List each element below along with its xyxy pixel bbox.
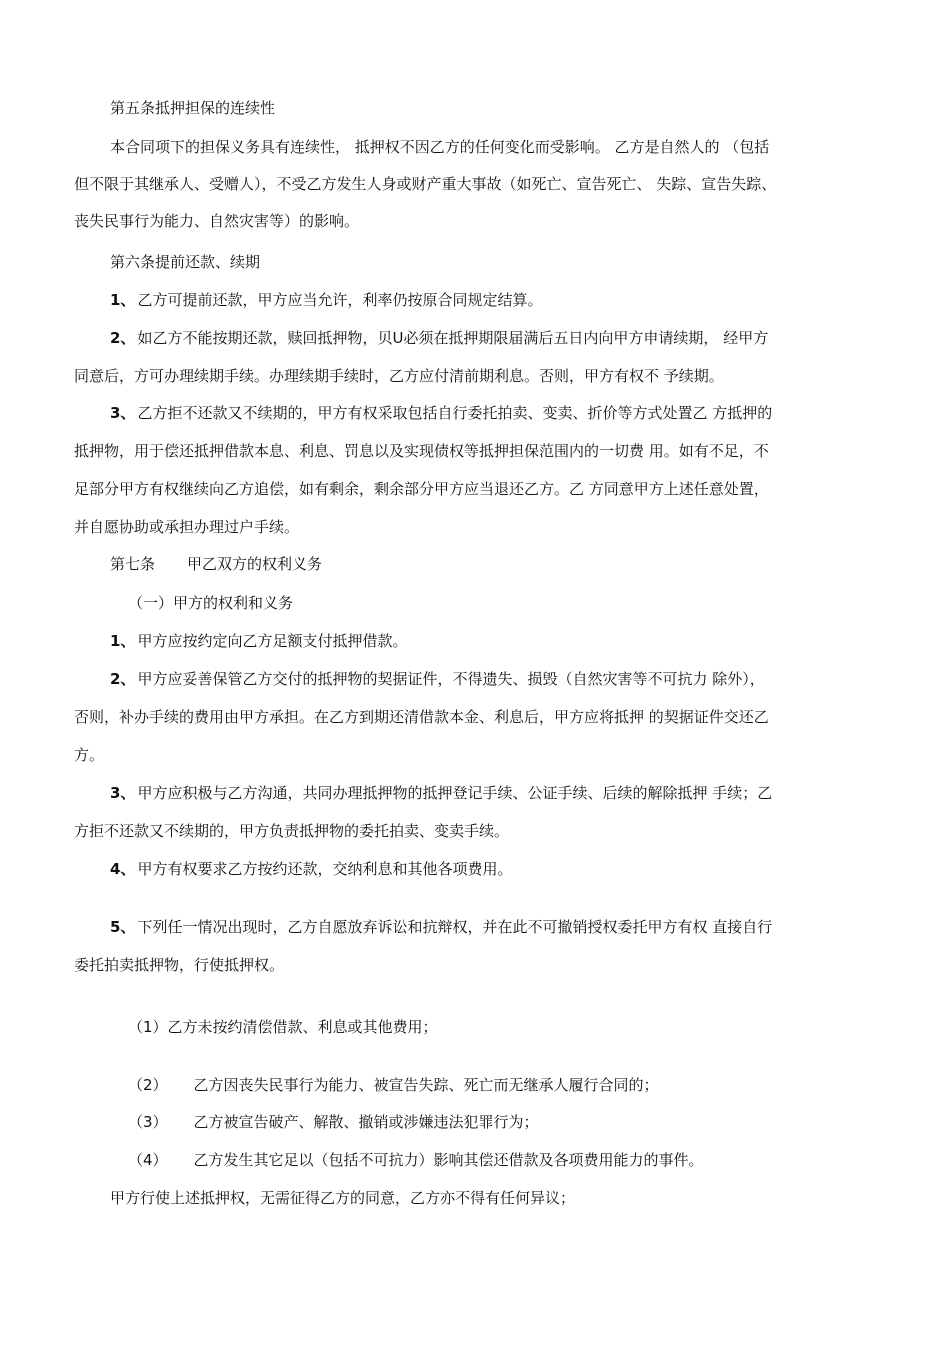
item-number: 2、 bbox=[110, 329, 136, 347]
section6-item-3 bbox=[74, 394, 874, 546]
item-number: 4、 bbox=[110, 860, 136, 878]
item-text: 方。 bbox=[74, 746, 105, 764]
case-number: （1） bbox=[128, 1018, 168, 1036]
item-text: 否则，补办手续的费用由甲方承担。在乙方到期还清借款本金、利息后，甲方应将抵押 的契据证件交还乙 bbox=[74, 708, 769, 726]
item-text: 乙方可提前还款，甲方应当允许，利率仍按原合同规定结算。 bbox=[137, 291, 543, 309]
case-text: 乙方被宣告破产、解散、撤销或涉嫌违法犯罪行为； bbox=[193, 1113, 539, 1131]
case-text: 乙方未按约清偿借款、利息或其他费用； bbox=[167, 1018, 438, 1036]
item-text: 甲方有权要求乙方按约还款，交纳利息和其他各项费用。 bbox=[137, 860, 513, 878]
item-text: 委托拍卖抵押物，行使抵押权。 bbox=[74, 956, 285, 974]
section5-body bbox=[74, 129, 874, 240]
case-item-1 bbox=[128, 1016, 438, 1038]
section5-line-3: 丧失民事行为能力、自然灾害等）的影响。 bbox=[74, 212, 360, 230]
case-number: （2） bbox=[128, 1076, 168, 1094]
section5-line-1: 本合同项下的担保义务具有连续性， 抵押权不因乙方的任何变化而受影响。 乙方是自然人的 （包括 bbox=[110, 138, 770, 156]
item-number: 5、 bbox=[110, 918, 136, 936]
section7-item-5 bbox=[74, 908, 874, 984]
item-text: 甲方应积极与乙方沟通，共同办理抵押物的抵押登记手续、公证手续、后续的解除抵押 手续；乙 bbox=[137, 784, 773, 802]
item-number: 3、 bbox=[110, 404, 136, 422]
case-text: 乙方发生其它足以（包括不可抗力）影响其偿还借款及各项费用能力的事件。 bbox=[193, 1151, 704, 1169]
section7-item-2 bbox=[74, 660, 874, 774]
item-text: 如乙方不能按期还款，赎回抵押物，贝U必须在抵押期限届满后五日内向甲方申请续期， 经甲方 bbox=[137, 329, 769, 347]
case-item-2 bbox=[128, 1074, 659, 1096]
item-number: 1、 bbox=[110, 632, 136, 650]
section7-item-1 bbox=[74, 622, 874, 660]
case-item-3 bbox=[128, 1111, 539, 1133]
item-text: 足部分甲方有权继续向乙方追偿，如有剩余，剩余部分甲方应当退还乙方。乙 方同意甲方上述任意处置， bbox=[74, 480, 769, 498]
section7-label: 第七条 bbox=[110, 555, 156, 573]
case-item-4 bbox=[128, 1149, 704, 1171]
item-number: 1、 bbox=[110, 291, 136, 309]
section6-item-1 bbox=[74, 281, 874, 319]
section7-item-3 bbox=[74, 774, 874, 850]
item-text: 抵押物，用于偿还抵押借款本息、利息、罚息以及实现债权等抵押担保范围内的一切费 用。如有不足，不 bbox=[74, 442, 769, 460]
section6-title: 第六条提前还款、续期 bbox=[110, 253, 261, 271]
case-number: （4） bbox=[128, 1151, 168, 1169]
section5-title: 第五条抵押担保的连续性 bbox=[110, 99, 276, 117]
item-text: 甲方应妥善保管乙方交付的抵押物的契据证件，不得遗失、损毁（自然灾害等不可抗力 除外）， bbox=[137, 670, 765, 688]
item-text: 同意后，方可办理续期手续。办理续期手续时，乙方应付清前期利息。否则，甲方有权不 予续期。 bbox=[74, 367, 724, 385]
closing-statement: 甲方行使上述抵押权，无需征得乙方的同意，乙方亦不得有任何异议； bbox=[110, 1189, 576, 1207]
item-text: 方拒不还款又不续期的，甲方负责抵押物的委托拍卖、变卖手续。 bbox=[74, 822, 510, 840]
section6-item-2 bbox=[74, 319, 874, 395]
item-number: 2、 bbox=[110, 670, 136, 688]
item-text: 乙方拒不还款又不续期的，甲方有权采取包括自行委托拍卖、变卖、折价等方式处置乙 方抵押的 bbox=[137, 404, 773, 422]
case-text: 乙方因丧失民事行为能力、被宣告失踪、死亡而无继承人履行合同的； bbox=[193, 1076, 659, 1094]
item-text: 甲方应按约定向乙方足额支付抵押借款。 bbox=[137, 632, 408, 650]
case-number: （3） bbox=[128, 1113, 168, 1131]
section7-item-4 bbox=[74, 850, 874, 888]
section7-subtitle: （一）甲方的权利和义务 bbox=[128, 594, 294, 612]
section7-heading: 甲乙双方的权利义务 bbox=[187, 555, 323, 573]
item-text: 并自愿协助或承担办理过户手续。 bbox=[74, 518, 300, 536]
section7-title bbox=[110, 553, 322, 575]
item-number: 3、 bbox=[110, 784, 136, 802]
section5-line-2: 但不限于其继承人、受赠人），不受乙方发生人身或财产重大事故（如死亡、宣告死亡、 失踪、宣告失踪、 bbox=[74, 175, 777, 193]
item-text: 下列任一情况出现时，乙方自愿放弃诉讼和抗辩权，并在此不可撤销授权委托甲方有权 直接自行 bbox=[137, 918, 773, 936]
